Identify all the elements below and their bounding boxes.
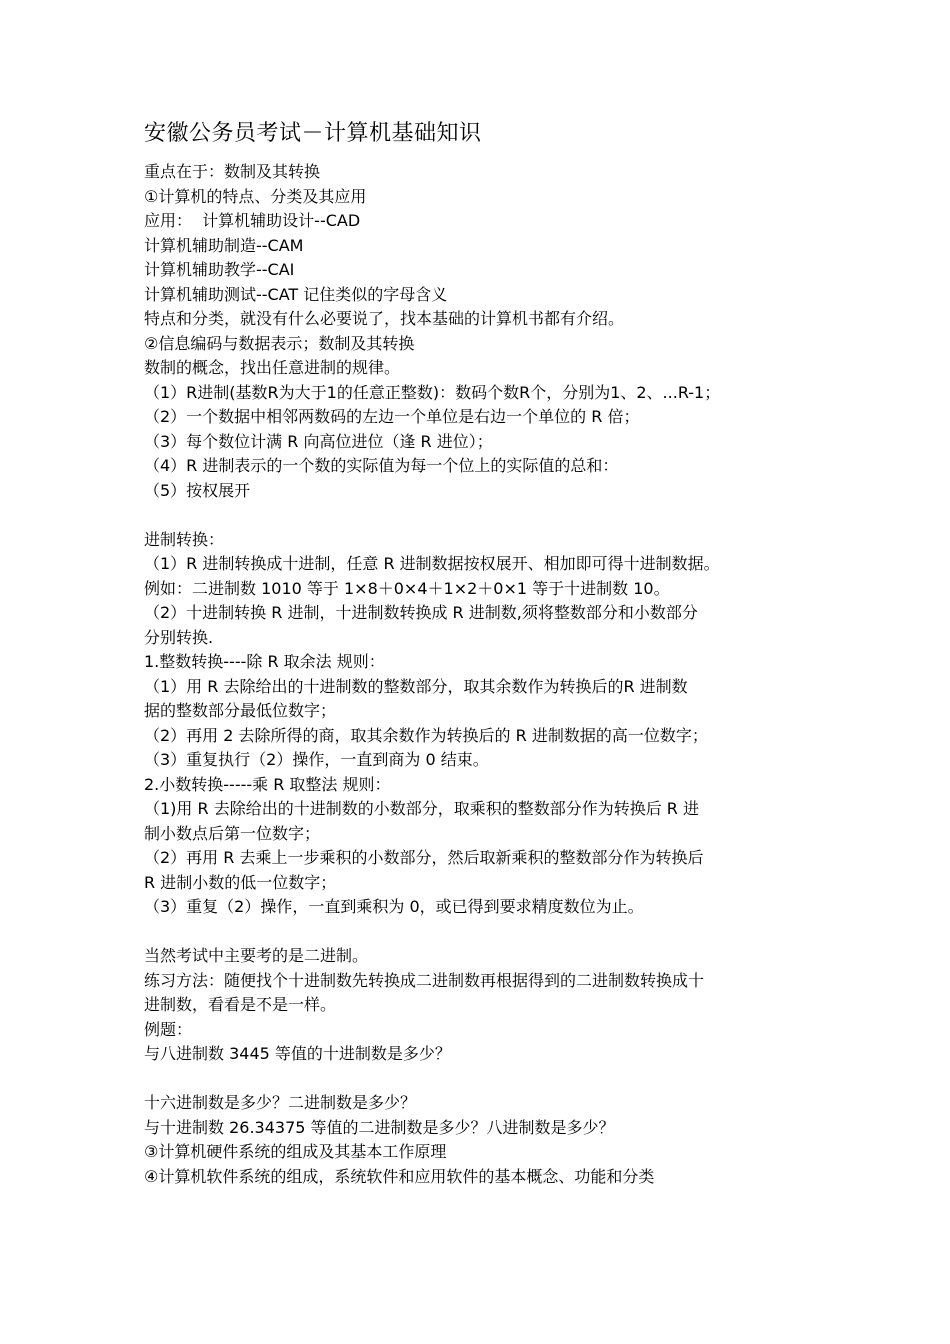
- text-line: ①计算机的特点、分类及其应用: [144, 186, 367, 206]
- blank-line: [144, 1067, 816, 1092]
- blank-line: [144, 503, 816, 528]
- text-line: 分别转换.: [144, 627, 214, 647]
- text-line: 与八进制数 3445 等值的十进制数是多少？: [144, 1044, 451, 1063]
- text-line: 例题：: [144, 1019, 193, 1039]
- text-line: 练习方法：随便找个十进制数先转换成二进制数再根据得到的二进制数转换成十: [144, 970, 705, 990]
- text-line: 与十进制数 26.34375 等值的二进制数是多少？八进制数是多少？: [144, 1117, 615, 1137]
- text-line: （4）R 进制表示的一个数的实际值为每一个位上的实际值的总和：: [144, 456, 619, 475]
- text-line: （3）重复执行（2）操作，一直到商为 0 结束。: [144, 750, 489, 769]
- text-line: （5）按权展开: [144, 480, 251, 500]
- text-line: 数制的概念，找出任意进制的规律。: [144, 358, 401, 377]
- text-line: 应用： 计算机辅助设计--CAD: [144, 211, 361, 230]
- text-line: 特点和分类，就没有什么必要说了，找本基础的计算机书都有介绍。: [144, 309, 625, 328]
- text-line: 例如：二进制数 1010 等于 1×8＋0×4＋1×2＋0×1 等于十进制数 10。: [144, 578, 670, 598]
- text-line: 十六进制数是多少？二进制数是多少？: [144, 1093, 417, 1112]
- text-line: （3）重复（2）操作，一直到乘积为 0，或已得到要求精度数位为止。: [144, 897, 644, 916]
- text-line: 2.小数转换-----乘 R 取整法 规则：: [144, 774, 391, 794]
- text-line: （2）再用 R 去乘上一步乘积的小数部分，然后取新乘积的整数部分作为转换后: [144, 848, 704, 867]
- document-title: 安徽公务员考试－计算机基础知识: [144, 121, 482, 146]
- text-line: 1.整数转换----除 R 取余法 规则：: [144, 652, 385, 671]
- text-line: ②信息编码与数据表示；数制及其转换: [144, 333, 415, 353]
- text-line: （3）每个数位计满 R 向高位进位（逢 R 进位）；: [144, 431, 493, 451]
- text-line: （2）再用 2 去除所得的商，取其余数作为转换后的 R 进制数据的高一位数字；: [144, 725, 708, 745]
- text-line: ③计算机硬件系统的组成及其基本工作原理: [144, 1142, 447, 1161]
- text-line: 重点在于：数制及其转换: [144, 162, 321, 181]
- text-line: 制小数点后第一位数字；: [144, 823, 321, 843]
- text-line: 进制转换：: [144, 529, 225, 549]
- document-page: [144, 118, 816, 1189]
- text-line: （2）一个数据中相邻两数码的左边一个单位是右边一个单位的 R 倍；: [144, 407, 640, 426]
- text-line: （1）R进制(基数R为大于1的任意正整数)：数码个数R个，分别为1、2、...R-1；: [144, 382, 721, 402]
- text-line: 进制数，看看是不是一样。: [144, 995, 337, 1014]
- text-line: （1）用 R 去除给出的十进制数的整数部分，取其余数作为转换后的R 进制数: [144, 676, 688, 696]
- text-line: （2）十进制转换 R 进制，十进制数转换成 R 进制数,须将整数部分和小数部分: [144, 603, 698, 622]
- document-body: [144, 160, 816, 1189]
- text-line: 计算机辅助教学--CAI: [144, 260, 295, 279]
- text-line: R 进制小数的低一位数字；: [144, 872, 337, 892]
- text-line: （1)用 R 去除给出的十进制数的小数部分，取乘积的整数部分作为转换后 R 进: [144, 799, 700, 818]
- text-line: 据的整数部分最低位数字；: [144, 701, 337, 720]
- text-line: ④计算机软件系统的组成，系统软件和应用软件的基本概念、功能和分类: [144, 1166, 655, 1186]
- text-line: （1）R 进制转换成十进制，任意 R 进制数据按权展开、相加即可得十进制数据。: [144, 554, 720, 573]
- text-line: 计算机辅助制造--CAM: [144, 235, 304, 255]
- text-line: 计算机辅助测试--CAT 记住类似的字母含义: [144, 284, 448, 304]
- blank-line: [144, 920, 816, 945]
- text-line: 当然考试中主要考的是二进制。: [144, 946, 369, 965]
